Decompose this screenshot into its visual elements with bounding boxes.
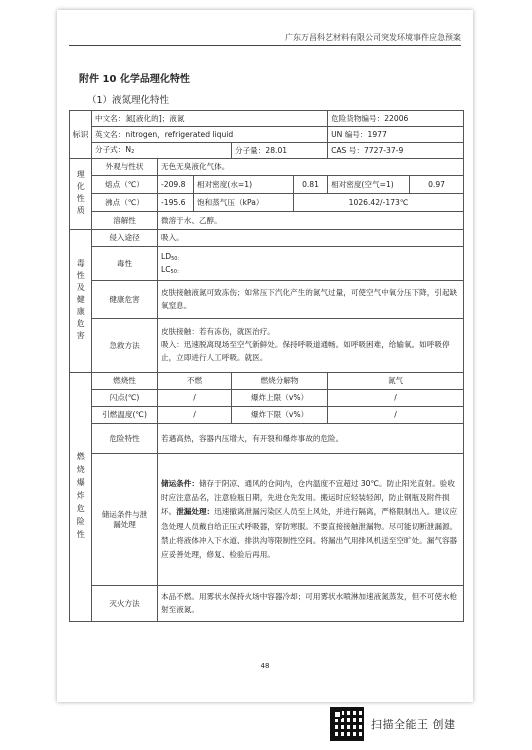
section-identification: 标识 — [70, 111, 92, 159]
upper-explosive-limit-value: / — [328, 390, 464, 407]
appendix-title: 附件 10 化学品理化特性 — [79, 74, 190, 85]
watermark-text: 扫描全能王 创建 — [371, 718, 456, 731]
chemical-properties-table — [69, 110, 464, 622]
leak-text: 迅速撤离泄漏污染区人员至上风处，并进行隔离，严格限制出入。建议应急处理人员戴自给正压式呼吸器，穿防寒服。不要直接接触泄漏物。尽可能切断泄漏源。禁止将液体冲入下水道、排洪沟等限制性空间。将漏出气用排风机送至空旷处。漏气容器应妥善处理，修复、检验后再用。 — [161, 507, 458, 559]
solubility-label: 溶解性 — [92, 212, 158, 230]
vapor-pressure-value: 1026.42/-173℃ — [294, 194, 464, 212]
cas-number: CAS 号：7727-37-9 — [328, 143, 464, 159]
relative-density-air-label: 相对密度(空气=1) — [328, 176, 410, 194]
ld50-label: LD — [161, 251, 172, 261]
flash-point-value: / — [158, 390, 232, 407]
flammability-value: 不燃 — [158, 373, 232, 390]
section-subtitle: （1）液氮理化特性 — [87, 95, 170, 106]
formula-label: 分子式： — [95, 145, 126, 155]
molecular-weight: 分子量：28.01 — [232, 143, 328, 159]
storage-leak-label: 储运条件与泄漏处理 — [92, 454, 158, 586]
header-rule — [69, 45, 461, 46]
boiling-point-label: 沸点（℃） — [92, 194, 158, 212]
molecular-formula-cell — [92, 143, 232, 159]
lower-explosive-limit-label: 爆炸下限（v%） — [232, 407, 328, 424]
section-fire-explosion: 燃烧爆炸危险性 — [70, 373, 92, 622]
solubility-value: 微溶于水、乙醇。 — [158, 212, 464, 230]
chinese-name-label: 中文名： — [95, 113, 126, 123]
health-hazard-label: 健康危害 — [92, 281, 158, 319]
storage-text: 储存于阴凉、通风的仓间内，仓内温度不宜超过 30℃。防止阳光直射。验收时应注意品名，注意验瓶日期，先进仓先发用。搬运时应轻装轻卸，防止钢瓶及附件损坏。 — [161, 479, 455, 517]
section-toxicity: 毒性及健康危害 — [70, 230, 92, 373]
storage-heading: 储运条件： — [161, 479, 199, 489]
english-name-value: nitrogen，refrigerated liquid — [125, 129, 234, 139]
dangerous-goods-number: 危险货物编号：22006 — [328, 111, 464, 127]
ld50-subscript: 50： — [171, 255, 183, 262]
toxicity-values — [158, 247, 464, 281]
combustion-products-value: 氮气 — [328, 373, 464, 390]
un-number: UN 编号：1977 — [328, 127, 464, 143]
health-hazard-value: 皮肤接触液氮可致冻伤；如常压下汽化产生的氮气过量，可使空气中氧分压下降，引起缺氧窒息。 — [158, 281, 464, 319]
english-name-label: 英文名： — [95, 129, 126, 139]
ld50-row — [161, 252, 460, 263]
lower-explosive-limit-value: / — [328, 407, 464, 424]
appearance-label: 外观与性状 — [92, 159, 158, 176]
melting-point-value: -209.8 — [158, 176, 194, 194]
flammability-label: 燃烧性 — [92, 373, 158, 390]
extinguishing-value: 本品不燃。用雾状水保持火场中容器冷却；可用雾状水喷淋加速液氮蒸发，但不可使水枪射至液氮。 — [158, 586, 464, 622]
relative-density-water-label: 相对密度(水=1) — [194, 176, 294, 194]
lc50-row — [161, 265, 460, 276]
ignition-temp-value: / — [158, 407, 232, 424]
formula-value: N — [125, 145, 132, 155]
chinese-name-value: 氮[液化的]；液氮 — [125, 113, 185, 123]
first-aid-inhalation: 吸入：迅速脱离现场至空气新鲜处。保持呼吸道通畅。如呼吸困难，给输氧。如呼吸停止，立即进行人工呼吸。就医。 — [161, 340, 450, 362]
boiling-point-value: -195.6 — [158, 194, 194, 212]
section-properties: 理化性质 — [70, 159, 92, 230]
combustion-products-label: 燃烧分解物 — [232, 373, 328, 390]
relative-density-air-value: 0.97 — [410, 176, 464, 194]
extinguishing-label: 灭火方法 — [92, 586, 158, 622]
chinese-name-cell — [92, 111, 328, 127]
first-aid-label: 急救方法 — [92, 319, 158, 373]
first-aid-skin: 皮肤接触：若有冻伤，就医治疗。 — [161, 327, 275, 337]
relative-density-water-value: 0.81 — [294, 176, 328, 194]
storage-leak-value — [158, 454, 464, 586]
lc50-subscript: 50： — [170, 269, 182, 275]
leak-heading: 泄漏处理： — [176, 507, 215, 517]
lc50-label: LC — [161, 265, 171, 274]
english-name-cell — [92, 127, 328, 143]
route-value: 吸入。 — [158, 230, 464, 247]
page-number: 48 — [260, 662, 270, 670]
qr-code-icon — [330, 707, 364, 741]
document-header: 广东万昌科艺材料有限公司突发环境事件应急预案 — [285, 33, 461, 42]
melting-point-label: 熔点（℃） — [92, 176, 158, 194]
route-label: 侵入途径 — [92, 230, 158, 247]
toxicity-label: 毒性 — [92, 247, 158, 281]
flash-point-label: 闪点(℃) — [92, 390, 158, 407]
hazard-characteristics-label: 危险特性 — [92, 424, 158, 454]
document-page — [57, 10, 473, 702]
upper-explosive-limit-label: 爆炸上限（v%） — [232, 390, 328, 407]
vapor-pressure-label: 饱和蒸气压（kPa） — [194, 194, 294, 212]
formula-subscript: 2 — [131, 149, 135, 156]
first-aid-value — [158, 319, 464, 373]
scanner-watermark — [330, 706, 456, 742]
ignition-temp-label: 引燃温度(℃) — [92, 407, 158, 424]
hazard-characteristics-value: 若遇高热，容器内压增大，有开裂和爆炸事故的危险。 — [158, 424, 464, 454]
appearance-value: 无色无臭液化气体。 — [158, 159, 464, 176]
